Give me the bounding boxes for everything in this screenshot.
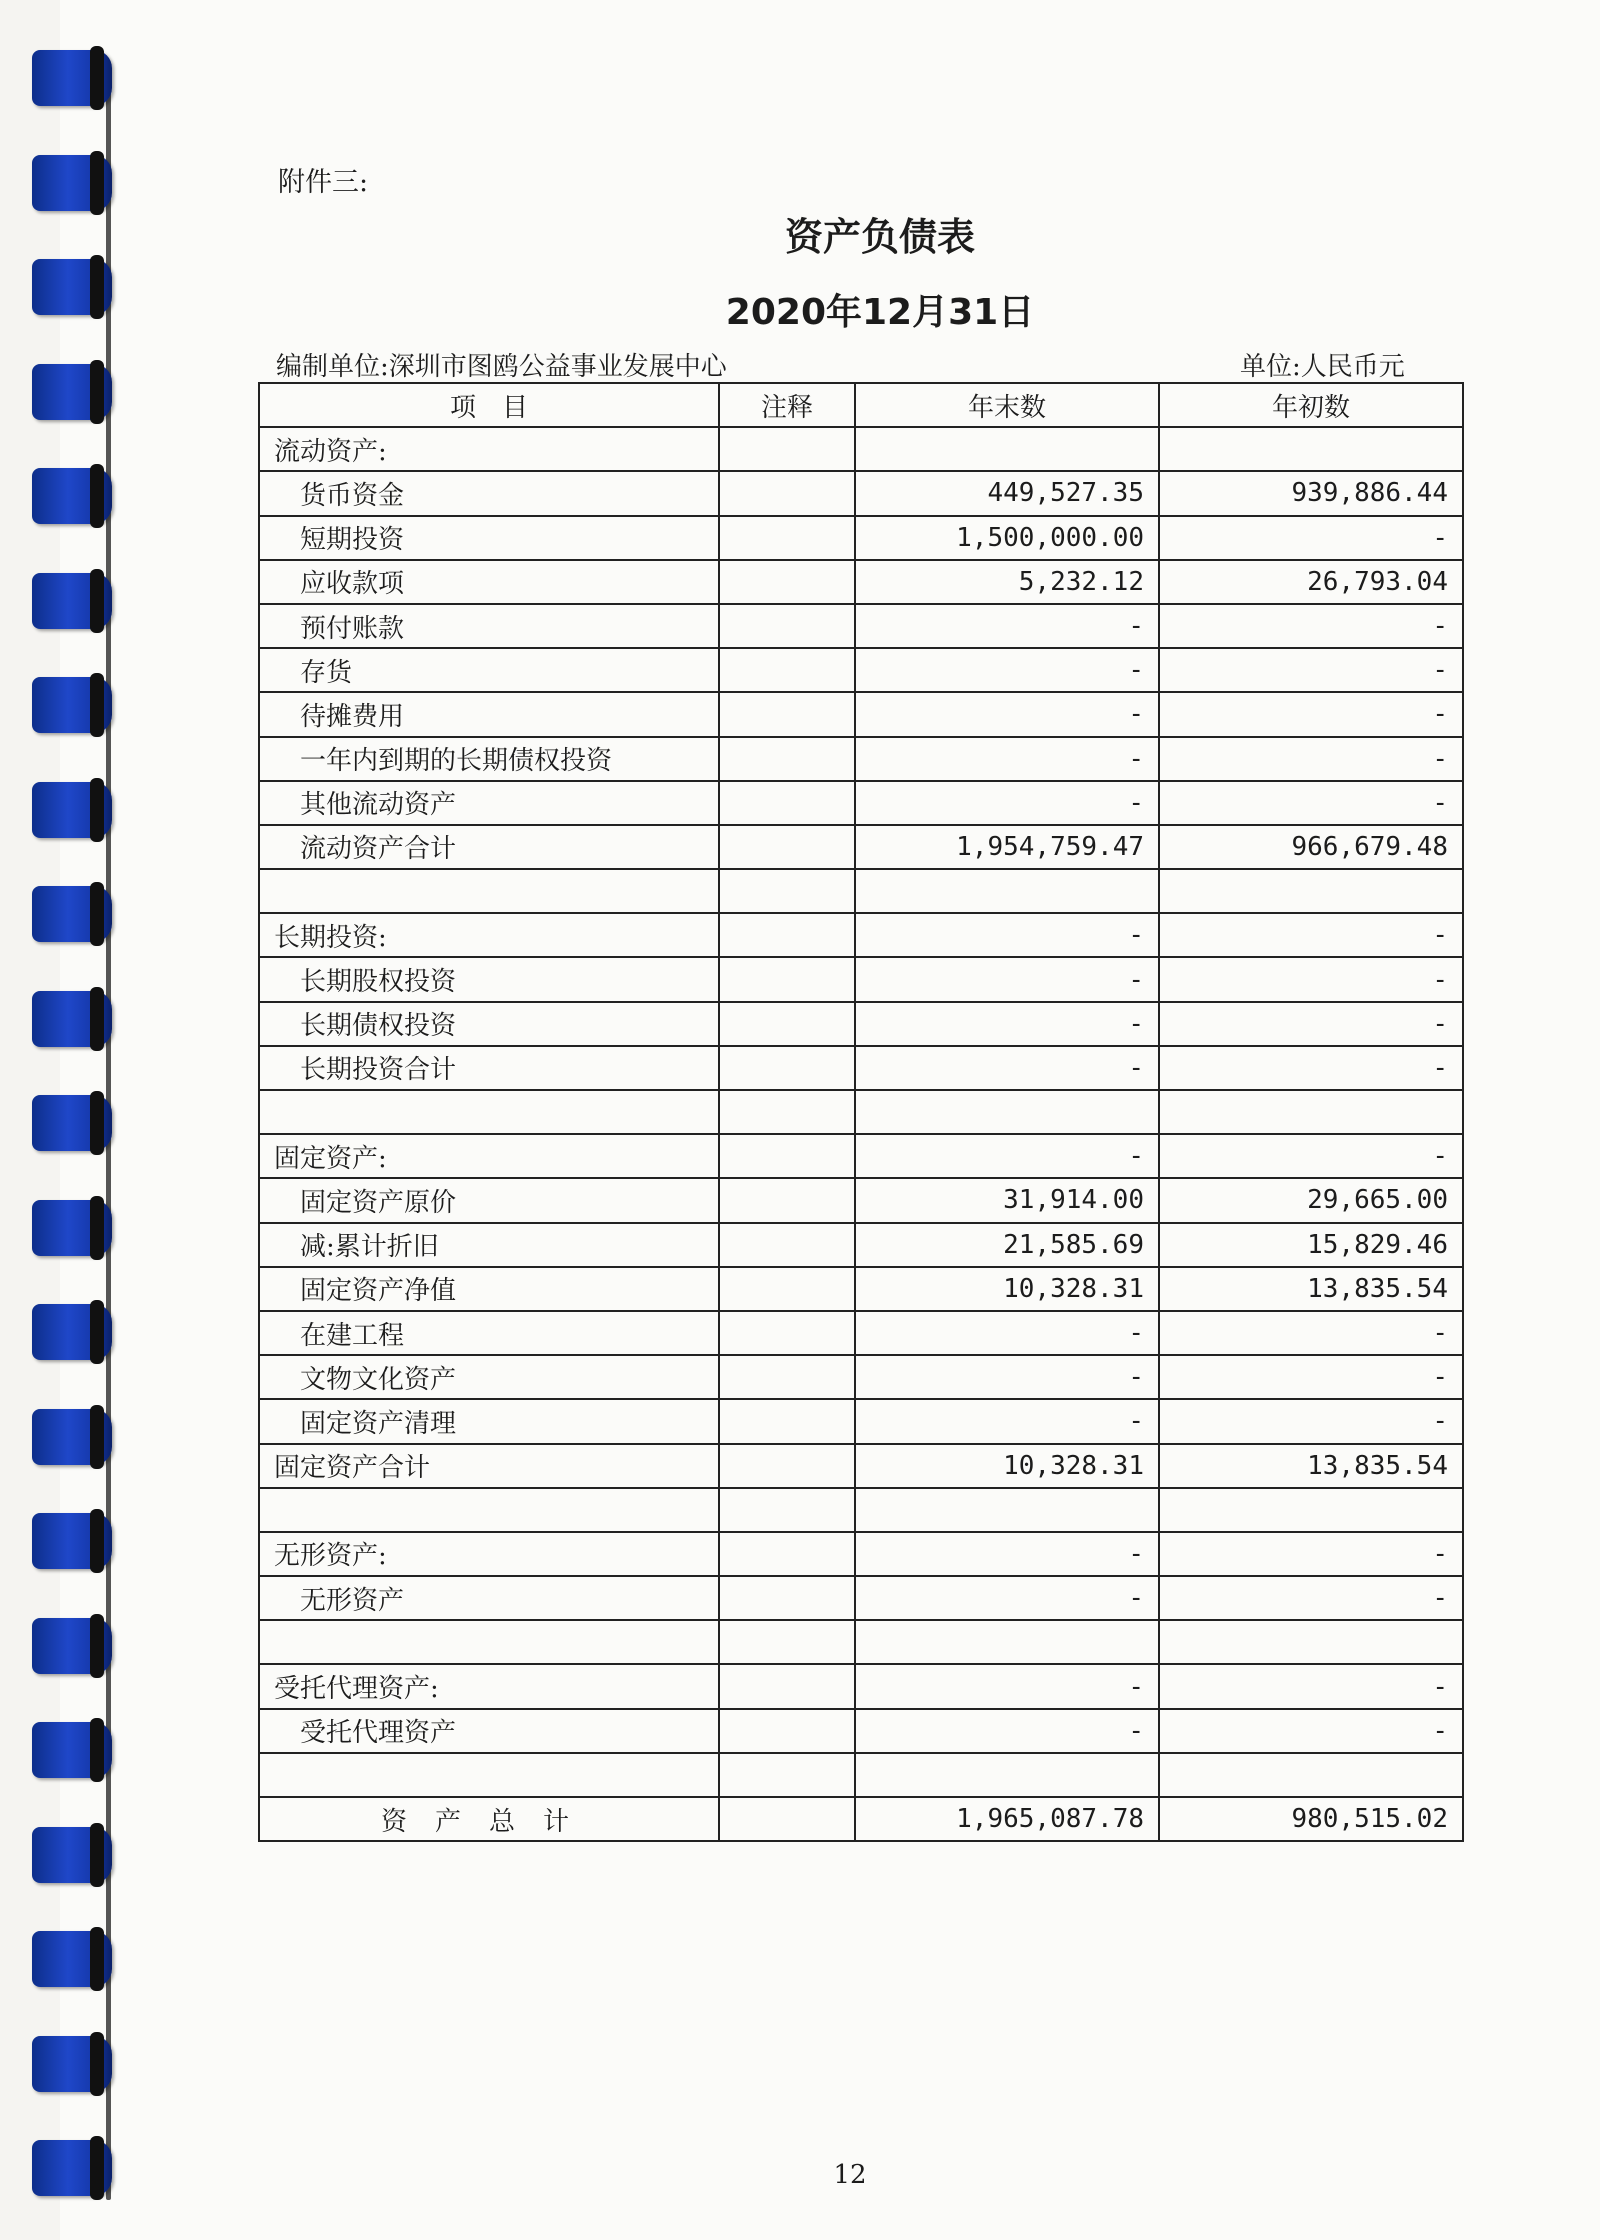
binding-loop: [32, 1200, 112, 1256]
row-year-begin-value: [1159, 1753, 1463, 1797]
row-label: 长期投资:: [259, 913, 719, 957]
row-year-end-value: -: [855, 957, 1159, 1001]
row-label: 固定资产净值: [259, 1267, 719, 1311]
table-row: [259, 1576, 1463, 1620]
row-label: 固定资产原价: [259, 1178, 719, 1222]
table-row: [259, 781, 1463, 825]
currency-unit-label: 单位:人民币元: [1240, 352, 1405, 382]
table-row: [259, 1090, 1463, 1134]
table-row: [259, 1223, 1463, 1267]
binding-loop: [32, 1409, 112, 1465]
row-year-begin-value: 26,793.04: [1159, 560, 1463, 604]
row-note: [719, 1576, 855, 1620]
row-note: [719, 648, 855, 692]
row-year-begin-value: [1159, 869, 1463, 913]
row-year-begin-value: -: [1159, 1709, 1463, 1753]
row-label: 固定资产合计: [259, 1444, 719, 1488]
page-title: 资产负债表: [784, 215, 975, 259]
row-label: 受托代理资产: [259, 1709, 719, 1753]
row-year-end-value: -: [855, 1532, 1159, 1576]
row-year-end-value: -: [855, 1046, 1159, 1090]
row-note: [719, 560, 855, 604]
row-note: [719, 1620, 855, 1664]
row-label: [259, 1620, 719, 1664]
row-year-begin-value: -: [1159, 913, 1463, 957]
row-label: 待摊费用: [259, 692, 719, 736]
row-year-end-value: -: [855, 1311, 1159, 1355]
row-year-begin-value: -: [1159, 692, 1463, 736]
table-row: [259, 516, 1463, 560]
row-year-begin-value: [1159, 427, 1463, 471]
table-row: [259, 604, 1463, 648]
total-year-end-value: 1,965,087.78: [855, 1797, 1159, 1841]
balance-sheet-table: [258, 382, 1464, 1842]
spiral-binding: [18, 20, 128, 2220]
row-note: [719, 1311, 855, 1355]
row-year-end-value: 10,328.31: [855, 1444, 1159, 1488]
row-year-end-value: [855, 1090, 1159, 1134]
row-year-begin-value: -: [1159, 1311, 1463, 1355]
row-label: 固定资产清理: [259, 1399, 719, 1443]
page-number: 12: [833, 2160, 867, 2190]
row-note: [719, 1134, 855, 1178]
binding-loop: [32, 991, 112, 1047]
row-year-begin-value: 13,835.54: [1159, 1267, 1463, 1311]
row-note: [719, 1753, 855, 1797]
row-label: 流动资产合计: [259, 825, 719, 869]
row-year-end-value: -: [855, 1576, 1159, 1620]
row-note: [719, 1223, 855, 1267]
table-row: [259, 1311, 1463, 1355]
column-header-item: 项 目: [259, 383, 719, 427]
row-note: [719, 737, 855, 781]
row-label: 固定资产:: [259, 1134, 719, 1178]
row-label: 流动资产:: [259, 427, 719, 471]
row-note: [719, 1355, 855, 1399]
row-label: 受托代理资产:: [259, 1664, 719, 1708]
table-row: [259, 1046, 1463, 1090]
row-note: [719, 471, 855, 515]
row-year-begin-value: -: [1159, 1399, 1463, 1443]
row-year-begin-value: -: [1159, 1576, 1463, 1620]
annex-label: 附件三:: [278, 167, 369, 198]
row-label: 短期投资: [259, 516, 719, 560]
table-row: [259, 692, 1463, 736]
row-year-begin-value: -: [1159, 781, 1463, 825]
row-year-end-value: 449,527.35: [855, 471, 1159, 515]
row-label: [259, 1753, 719, 1797]
row-year-begin-value: [1159, 1090, 1463, 1134]
row-year-end-value: -: [855, 1399, 1159, 1443]
table-row: [259, 1488, 1463, 1532]
row-label: 其他流动资产: [259, 781, 719, 825]
table-row: [259, 1399, 1463, 1443]
row-label: 存货: [259, 648, 719, 692]
row-note: [719, 1090, 855, 1134]
table-row: [259, 1134, 1463, 1178]
table-row: [259, 957, 1463, 1001]
row-note: [719, 825, 855, 869]
row-year-end-value: [855, 1488, 1159, 1532]
row-label: 应收款项: [259, 560, 719, 604]
total-label: 资产总计: [259, 1797, 719, 1841]
row-year-begin-value: -: [1159, 1134, 1463, 1178]
binding-loop: [32, 2036, 112, 2092]
row-note: [719, 781, 855, 825]
table-row: [259, 560, 1463, 604]
row-year-begin-value: -: [1159, 737, 1463, 781]
binding-loop: [32, 468, 112, 524]
row-year-begin-value: -: [1159, 957, 1463, 1001]
row-year-end-value: 31,914.00: [855, 1178, 1159, 1222]
row-note: [719, 913, 855, 957]
table-row: [259, 1355, 1463, 1399]
binding-loop: [32, 1722, 112, 1778]
row-year-begin-value: -: [1159, 648, 1463, 692]
table-row: [259, 1620, 1463, 1664]
row-note: [719, 1488, 855, 1532]
table-row: [259, 1532, 1463, 1576]
row-year-begin-value: -: [1159, 1002, 1463, 1046]
binding-loop: [32, 573, 112, 629]
row-label: 预付账款: [259, 604, 719, 648]
row-note: [719, 1532, 855, 1576]
total-note: [719, 1797, 855, 1841]
row-year-end-value: -: [855, 1002, 1159, 1046]
binding-loop: [32, 1304, 112, 1360]
row-year-begin-value: -: [1159, 1532, 1463, 1576]
table-row: [259, 648, 1463, 692]
row-year-end-value: 21,585.69: [855, 1223, 1159, 1267]
row-note: [719, 957, 855, 1001]
row-label: 长期投资合计: [259, 1046, 719, 1090]
row-label: 无形资产: [259, 1576, 719, 1620]
row-year-begin-value: [1159, 1488, 1463, 1532]
table-body: [259, 427, 1463, 1841]
total-year-begin-value: 980,515.02: [1159, 1797, 1463, 1841]
table-row: [259, 1709, 1463, 1753]
row-note: [719, 1267, 855, 1311]
row-year-begin-value: -: [1159, 1355, 1463, 1399]
row-year-end-value: -: [855, 604, 1159, 648]
row-year-begin-value: 939,886.44: [1159, 471, 1463, 515]
table-row: [259, 737, 1463, 781]
table-row: [259, 1664, 1463, 1708]
column-header-year-end: 年末数: [855, 383, 1159, 427]
row-note: [719, 1664, 855, 1708]
row-year-end-value: [855, 1753, 1159, 1797]
row-note: [719, 1178, 855, 1222]
binding-loop: [32, 886, 112, 942]
table-row: [259, 1753, 1463, 1797]
row-year-begin-value: 29,665.00: [1159, 1178, 1463, 1222]
row-year-end-value: -: [855, 1709, 1159, 1753]
row-year-end-value: 10,328.31: [855, 1267, 1159, 1311]
row-note: [719, 1046, 855, 1090]
row-label: 在建工程: [259, 1311, 719, 1355]
row-year-begin-value: 15,829.46: [1159, 1223, 1463, 1267]
table-row: [259, 869, 1463, 913]
row-year-begin-value: -: [1159, 1664, 1463, 1708]
row-label: 减:累计折旧: [259, 1223, 719, 1267]
table-row: [259, 1178, 1463, 1222]
report-date: 2020年12月31日: [725, 292, 1035, 333]
row-label: [259, 1090, 719, 1134]
organization-label: 编制单位:深圳市图鸥公益事业发展中心: [276, 352, 727, 382]
table-row: [259, 1002, 1463, 1046]
row-year-end-value: -: [855, 692, 1159, 736]
row-note: [719, 869, 855, 913]
row-year-end-value: -: [855, 1134, 1159, 1178]
row-label: 长期债权投资: [259, 1002, 719, 1046]
row-year-begin-value: -: [1159, 1046, 1463, 1090]
row-year-end-value: 1,954,759.47: [855, 825, 1159, 869]
table-row: [259, 1444, 1463, 1488]
binding-loop: [32, 155, 112, 211]
row-label: 货币资金: [259, 471, 719, 515]
binding-loop: [32, 1095, 112, 1151]
row-year-begin-value: 966,679.48: [1159, 825, 1463, 869]
row-note: [719, 1444, 855, 1488]
row-label: 无形资产:: [259, 1532, 719, 1576]
row-year-end-value: 1,500,000.00: [855, 516, 1159, 560]
row-note: [719, 692, 855, 736]
binding-loop: [32, 782, 112, 838]
table-row: [259, 427, 1463, 471]
binding-loop: [32, 1618, 112, 1674]
row-label: [259, 1488, 719, 1532]
binding-loop: [32, 1827, 112, 1883]
row-label: 长期股权投资: [259, 957, 719, 1001]
row-year-begin-value: [1159, 1620, 1463, 1664]
row-year-end-value: -: [855, 1664, 1159, 1708]
row-label: [259, 869, 719, 913]
row-note: [719, 1709, 855, 1753]
row-year-end-value: -: [855, 913, 1159, 957]
binding-loop: [32, 1513, 112, 1569]
row-year-begin-value: -: [1159, 604, 1463, 648]
row-note: [719, 1399, 855, 1443]
row-year-begin-value: -: [1159, 516, 1463, 560]
row-year-end-value: [855, 1620, 1159, 1664]
row-year-end-value: -: [855, 737, 1159, 781]
row-year-begin-value: 13,835.54: [1159, 1444, 1463, 1488]
row-note: [719, 604, 855, 648]
row-note: [719, 516, 855, 560]
binding-loop: [32, 364, 112, 420]
table-row: [259, 1267, 1463, 1311]
binding-loop: [32, 50, 112, 106]
row-label: 一年内到期的长期债权投资: [259, 737, 719, 781]
row-year-end-value: -: [855, 648, 1159, 692]
total-row: [259, 1797, 1463, 1841]
table-row: [259, 825, 1463, 869]
row-note: [719, 1002, 855, 1046]
row-year-end-value: -: [855, 1355, 1159, 1399]
binding-loop: [32, 1931, 112, 1987]
row-note: [719, 427, 855, 471]
column-header-note: 注释: [719, 383, 855, 427]
column-header-year-begin: 年初数: [1159, 383, 1463, 427]
row-year-end-value: -: [855, 781, 1159, 825]
binding-loop: [32, 677, 112, 733]
table-row: [259, 913, 1463, 957]
row-year-end-value: [855, 869, 1159, 913]
row-year-end-value: [855, 427, 1159, 471]
row-year-end-value: 5,232.12: [855, 560, 1159, 604]
table-row: [259, 471, 1463, 515]
row-label: 文物文化资产: [259, 1355, 719, 1399]
table-header-row: [259, 383, 1463, 427]
